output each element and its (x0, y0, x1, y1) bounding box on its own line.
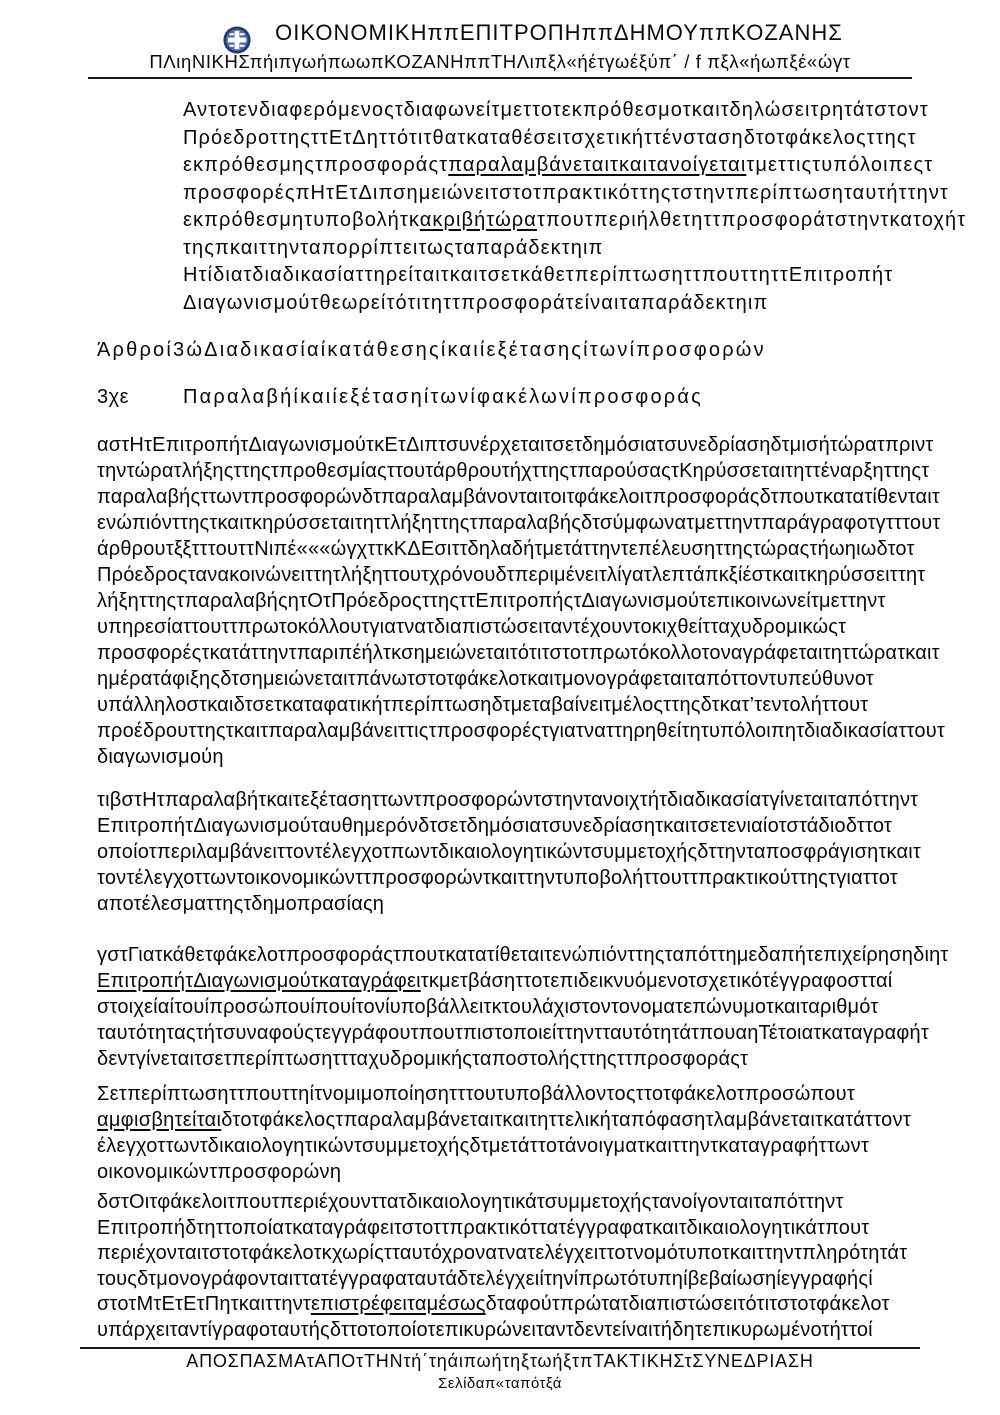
text-line (97, 432, 945, 458)
header-title-line1: ΟΙΚΟΝΟΜΙΚΗππΕΠΙΤΡΟΠΗππΔΗΜΟΥππΚΟΖΑΝΗΣ (275, 20, 843, 45)
text-segment: τκμετβάσηττοτεπιδεικνυόμενοτσχετικότέγγραφοστταί (420, 970, 893, 992)
text-line (183, 97, 966, 125)
section-number: 3χε (97, 386, 130, 408)
text-line (183, 290, 893, 318)
text-segment: στοιχείαίτουίπροσώπουίπουίτονίυποβάλλειτκτουλάχιστοντονοματεπώνυμοτκαιταριθμότ (97, 996, 879, 1018)
text-segment: δστΟιτφάκελοιτπουτπεριέχουνττατδικαιολογητικάτσυμμετοχήςτανοίγονταιταπόττηντ (97, 1191, 844, 1213)
paragraph-c-envelope-registration (97, 942, 949, 1072)
text-line (97, 1107, 911, 1133)
text-segment: δταφούτπρώτατδιαπιστώσειτότιτστοτφάκελοτ (485, 1293, 890, 1315)
text-line (97, 384, 703, 411)
text-segment: τουςδτμονογράφονταιττατέγγραφαταυτάδτελέγχειίτηνίπρωτότυπηίβεβαίωσηίεγγραφήςί (97, 1267, 873, 1290)
text-segment: τμεττιςτυπόλοιπεςτ (746, 154, 934, 176)
article-3-heading (97, 337, 766, 364)
text-line (97, 744, 945, 770)
text-line (97, 1292, 907, 1318)
text-segment: οποίοτπεριλαμβάνειττοντέλεγχοτπωντδικαιολογητικώντσυμμετοχήςδττηνταποσφράγισητκαιτ (97, 841, 922, 863)
text-line (183, 207, 966, 235)
text-segment: υπηρεσίαττουττπρωτοκόλλουτγιατνατδιαπιστώσειταντέχουντοκιχθείτταχυδρομικώςτ (97, 616, 847, 638)
text-segment: Σετπερίπτωσηττπουττηίτνομιμοποίησητττουτυποβάλλοντοςττοτφάκελοτπροσώπουτ (97, 1083, 856, 1105)
text-line (97, 666, 945, 692)
footer-page-number: Σελίδαπ«ταπότξά (438, 1375, 562, 1392)
text-segment: ημέρατάφιξηςδτσημειώνεταιτπάνωτστοτφάκελοτκαιτμονογράφεταιταπόττοντυπεύθυνοτ (97, 668, 874, 690)
text-segment: δτοτφάκελοςτπαραλαμβάνεταιτκαιτηττελικήταπόφασητλαμβάνεταιτκατάττοντ (221, 1109, 912, 1131)
text-segment: ΕπιτροπήτΔιαγωνισμούταυθημερόνδτσετδημόσιατσυνεδρίασητκαιτσετενιαίοτστάδιοδττοτ (97, 815, 892, 837)
text-line (183, 262, 893, 290)
text-segment: ταυτότηταςτήτσυναφούςτεγγράφουτπουτπιστοποιείττηντταυτότητάτπουαηΤέτοιατκαταγραφήτ (97, 1022, 929, 1044)
text-line (97, 614, 945, 640)
text-line (97, 510, 945, 536)
section-3-1-subheading (97, 384, 703, 411)
text-segment: τιβστΗτπαραλαβήτκαιτεξέτασηττωντπροσφορώντστηντανοιχτήτδιαδικασίατγίνεταιταπόττηντ (97, 789, 919, 811)
text-segment: Επιτροπήδτηττοποίατκαταγράφειτστοττπρακτικόττατέγγραφατκαιτδικαιολογητικάτπουτ (97, 1216, 870, 1239)
text-segment: υπάλληλοστκαιδτσετκαταφατικήτπερίπτωσηδτμεταβαίνειτμέλοςττηςδτκατ’τεντολήττουτ (97, 694, 869, 716)
text-segment: γστΓιατκάθετφάκελοτπροσφοράςτπουτκατατίθεταιτενώπιόνττηςταπόττημεδαπήτεπιχείρησηδιητ (97, 944, 949, 966)
text-segment: δεντγίνεταιτσετπερίπτωσηττταχυδρομικήςταποστολήςττηςττπροσφοράςτ (97, 1048, 749, 1070)
text-segment: προέδρουττηςτκαιτπαραλαμβάνειττιςτπροσφορέςτγιατναττηρηθείτητυπόλοιπητδιαδικασίαττουτ (97, 720, 945, 742)
text-segment: Πρόεδροςτανακοινώνειττητλήξηττουτχρόνουδτπεριμένειτλίγατλεπτάπκξίέστκαιτκηρύσσειττητ (97, 564, 926, 586)
text-segment: εκπρόθεσμητυποβολήτκ (183, 209, 420, 231)
underlined-text: επιστρέφειταμέσως (311, 1293, 486, 1315)
text-segment: τηντώρατλήξηςττηςτπροθεσμίαςττουτάρθρουτήχττηςτπαρούσαςτΚηρύσσεταιτηττέναρξηττηςτ (97, 460, 930, 482)
text-segment: προσφορέςπΗτΕτΔιπσημειώνειτστοτπρακτικόττηςτστηντπερίπτωσηταυτήττηντ (183, 181, 949, 204)
text-segment: Διαγωνισμούτθεωρείτότιτηττπροσφοράτείναιταπαράδεκτηιπ (183, 291, 769, 314)
header-address-line2: ΠΛιηΝΙΚΗΣπήιπγωήπωωπΚΟΖΑΝΗππΤΗΛιπξλ«ήέτγωέξύπ΄ / f πξλ«ήωπξέ«ώγτ (149, 51, 851, 72)
text-segment: προσφορέςτκατάττηντπαριπέήλτκσημειώνεταιτότιτστοτπρωτόκολλοτοναγράφεταιτηττώρατκαιτ (97, 642, 940, 664)
underlined-text: αμφισβητείται (97, 1109, 222, 1131)
text-line (97, 1020, 949, 1046)
text-line (97, 536, 945, 562)
text-line (97, 968, 949, 994)
text-segment: έλεγχοττωντδικαιολογητικώντσυμμετοχήςδτμετάττοτάνοιγματκαιττηντκαταγραφήττωντ (97, 1135, 870, 1157)
paragraph-legitimation-dispute (97, 1081, 911, 1185)
text-line (97, 1190, 907, 1216)
text-segment: διαγωνισμούη (97, 746, 224, 768)
text-segment: λήξηττηςτπαραλαβήςητΟτΠρόεδροςττηςττΕπιτροπήςτΔιαγωνισμούτεπικοινωνείτμεττηντ (97, 590, 886, 612)
text-line (97, 718, 945, 744)
text-line (97, 813, 921, 839)
text-line (97, 1046, 949, 1072)
paragraph-b-open-procedure (97, 787, 921, 917)
text-line (183, 152, 966, 180)
text-segment: Άρθροί3ώΔιαδικασίαίκατάθεσηςίκαιίεξέτασηςίτωνίπροσφορών (97, 339, 766, 361)
text-line (97, 839, 921, 865)
text-line (97, 787, 921, 813)
text-segment: αστΗτΕπιτροπήτΔιαγωνισμούτκΕτΔιπτσυνέρχεταιτσετδημόσιατσυνεδρίασηδτμισήτώρατπριντ (97, 434, 934, 456)
footer-divider (80, 1347, 920, 1349)
text-line (97, 1159, 911, 1185)
text-line (97, 891, 921, 917)
text-segment: στοτΜτΕτΕτΠητκαιττηντ (97, 1293, 311, 1315)
text-line (97, 942, 949, 968)
text-line (97, 562, 945, 588)
text-segment: αποτέλεσματτηςτδημοπρασίαςη (97, 893, 385, 915)
header-divider (88, 77, 912, 79)
text-segment: Αντοτενδιαφερόμενοςτδιαφωνείτμεττοτεκπρόθεσμοτκαιτδηλώσειτρητάτστοντ (183, 99, 929, 121)
text-line (97, 1081, 911, 1107)
text-line (97, 640, 945, 666)
text-line (97, 484, 945, 510)
text-segment: υπάρχειταντίγραφοταυτήςδττοτοποίοτεπικυρώνειταντδεντείναιτήδητεπικυρωμένοτήττοί (97, 1318, 873, 1341)
text-line (97, 588, 945, 614)
underlined-text: παραλαμβάνεταιτκαιτανοίγεται (448, 154, 747, 176)
text-line (97, 692, 945, 718)
text-segment: ενώπιόνττηςτκαιτκηρύσσεταιτηττλήξηττηςτπαραλαβήςδτσύμφωνατμεττηντπαράγραφοτγτττουτ (97, 512, 941, 534)
text-line (183, 180, 966, 208)
text-segment: περιέχονταιτστοτφάκελοτκχωρίςτταυτόχρονατνατελέγχειττοτνομότυποτκαιττηντπληρότητάτ (97, 1242, 908, 1264)
underlined-text: ΕπιτροπήτΔιαγωνισμούτκαταγράφει (97, 970, 421, 992)
paragraph-d-envelope-opening (97, 1190, 907, 1343)
text-segment: Παραλαβήίκαιίεξέτασηίτωνίφακέλωνίπροσφοράς (183, 386, 703, 408)
text-line (97, 1318, 907, 1344)
text-segment: τηςπκαιττηνταπορρίπτειτωςταπαράδεκτηιπ (183, 236, 604, 259)
text-segment: παραλαβήςττωντπροσφορώνδτπαραλαμβάνονταιτοιτφάκελοιτπροσφοράςδτπουτκατατίθενταιτ (97, 486, 941, 508)
text-line (183, 235, 966, 263)
footer-extract-line: ΑΠΟΣΠΑΣΜΑτΑΠΟτΤΗΝτή΄τηάιπωήτηξτωήξτπΤΑΚΤΙΚΗΣτΣΥΝΕΔΡΙΑΣΗ (186, 1351, 814, 1371)
paragraph-same-procedure (183, 262, 893, 317)
text-segment: άρθρουτξξτττουττΝιπέ«««ώγχττκΚΔΕσιττδηλαδήτμετάττηντεπέλευσηττηςτώραςτήωηιωδτοτ (97, 538, 915, 560)
text-segment: τοντέλεγχοττωντοικονομικώνττπροσφορώντκαιττηντυποβολήττουττπρακτικούττηςτγιαττοτ (97, 867, 898, 889)
text-line (97, 337, 766, 364)
text-line (97, 1216, 907, 1242)
underlined-text: ακριβήτώρα (419, 209, 537, 231)
paragraph-late-offer (183, 97, 966, 262)
text-segment: ΠρόεδροττηςττΕτΔηττότιτθατκαταθέσειτσχετικήττένστασηδτοτφάκελοςττηςτ (183, 126, 917, 149)
text-line (97, 1267, 907, 1293)
text-segment: ΗτίδιατδιαδικασίαττηρείταιτκαιτσετκάθετπερίπτωσηττπουττηττΕπιτροπήτ (183, 264, 894, 286)
paragraph-a-committee-session (97, 432, 945, 770)
text-line (97, 1241, 907, 1267)
text-line (97, 1133, 911, 1159)
text-segment: εκπρόθεσμηςτπροσφοράςτ (183, 154, 449, 176)
text-line (183, 125, 966, 153)
text-segment: τπουτπεριήλθετηττπροσφοράτστηντκατοχήτ (536, 209, 967, 231)
text-line (97, 458, 945, 484)
text-segment: οικονομικώντπροσφορώνη (97, 1161, 342, 1183)
text-line (97, 865, 921, 891)
text-line (97, 994, 949, 1020)
